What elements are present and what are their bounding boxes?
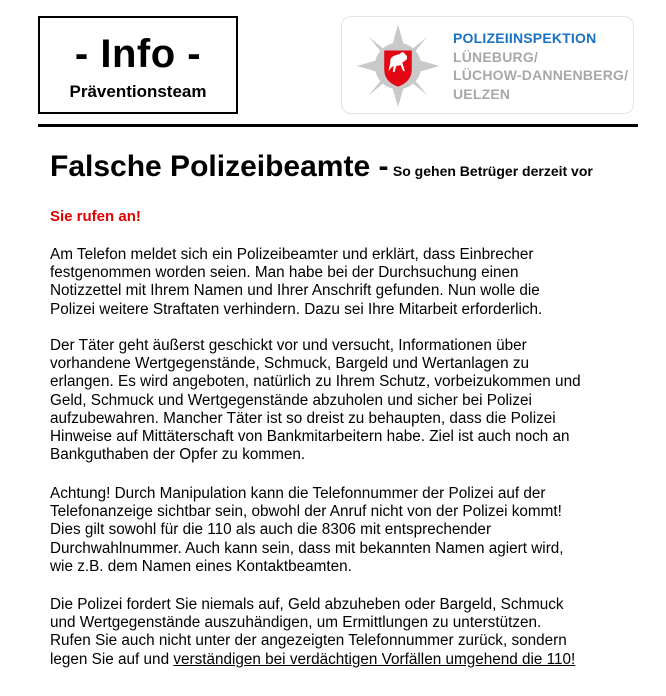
text-line: Hinweise auf Mittäterschaft von Bankmitarbeitern habe. Ziel ist auch noch an <box>50 428 570 446</box>
text-line: Notizzettel mit Ihrem Namen und Ihrer Anschrift gefunden. Nun wolle die <box>50 282 540 300</box>
paragraph-2 <box>50 337 650 464</box>
text-line: Rufen Sie auch nicht unter der angezeigten Telefonnummer zurück, sondern <box>50 632 567 650</box>
text-line: festgenommen worden seien. Man habe bei der Durchsuchung einen <box>50 264 519 282</box>
text-line: Am Telefon meldet sich ein Polizeibeamter und erklärt, dass Einbrecher <box>50 246 534 263</box>
logo-line-4: UELZEN <box>453 85 511 102</box>
text-line: Achtung! Durch Manipulation kann die Telefonnummer der Polizei auf der <box>50 485 546 502</box>
text-line: Polizei weitere Straftaten verhindern. Dazu sei Ihre Mitarbeit erforderlich. <box>50 300 543 318</box>
text-line: vorhandene Wertgegenstände, Schmuck, Bargeld und Wertanlagen zu <box>50 355 530 373</box>
text-line: Dies gilt sowohl für die 110 als auch die 8306 mit entsprechender <box>50 521 492 539</box>
text-line: Telefonanzeige sichtbar sein, obwohl der Anruf nicht von der Polizei kommt! <box>50 503 562 521</box>
text-line: Geld, Schmuck und Wertgegenstände abzuholen und sicher bei Polizei <box>50 391 532 409</box>
text-line: und Wertgegenstände auszuhändigen, um Ermittlungen zu unterstützen. <box>50 614 542 632</box>
paragraph-4 <box>50 596 650 669</box>
police-star-emblem-icon <box>355 23 441 109</box>
paragraph-1 <box>50 246 650 319</box>
text-line: wie z.B. dem Namen eines Kontaktbeamten. <box>50 557 352 575</box>
info-subtitle: Präventionsteam <box>69 82 207 101</box>
logo-line-1: POLIZEIINSPEKTION <box>453 30 597 46</box>
info-title: - Info - <box>74 32 202 76</box>
info-box <box>38 16 238 114</box>
logo-line-2: LÜNEBURG/ <box>453 48 539 65</box>
text-line: aufzubewahren. Mancher Täter ist so dreist zu behaupten, dass die Polizei <box>50 409 556 427</box>
text-line-last <box>50 651 650 669</box>
logo-line-3: LÜCHOW-DANNENBERG/ <box>453 67 629 83</box>
headline-main: Falsche Polizeibeamte - <box>50 150 389 183</box>
headline-sub: So gehen Betrüger derzeit vor <box>392 163 593 179</box>
text-line: Die Polizei fordert Sie niemals auf, Geld abzuheben oder Bargeld, Schmuck <box>50 596 564 613</box>
text-line: Bankguthaben der Opfer zu kommen. <box>50 446 306 464</box>
text-line: Der Täter geht äußerst geschickt vor und versucht, Informationen über <box>50 337 527 354</box>
paragraph-3 <box>50 485 650 576</box>
text-line-prefix: legen Sie auf und <box>50 650 174 668</box>
police-logo <box>341 16 634 114</box>
subheading: Sie rufen an! <box>50 208 141 225</box>
text-line: erlangen. Es wird angeboten, natürlich zu Ihrem Schutz, vorbeizukommen und <box>50 373 581 391</box>
text-line: Durchwahlnummer. Auch kann sein, dass mit bekannten Namen agiert wird, <box>50 539 564 557</box>
divider-line <box>38 124 638 127</box>
headline <box>50 150 593 184</box>
emphasis-call-110: verständigen bei verdächtigen Vorfällen umgehend die 110! <box>173 650 576 668</box>
